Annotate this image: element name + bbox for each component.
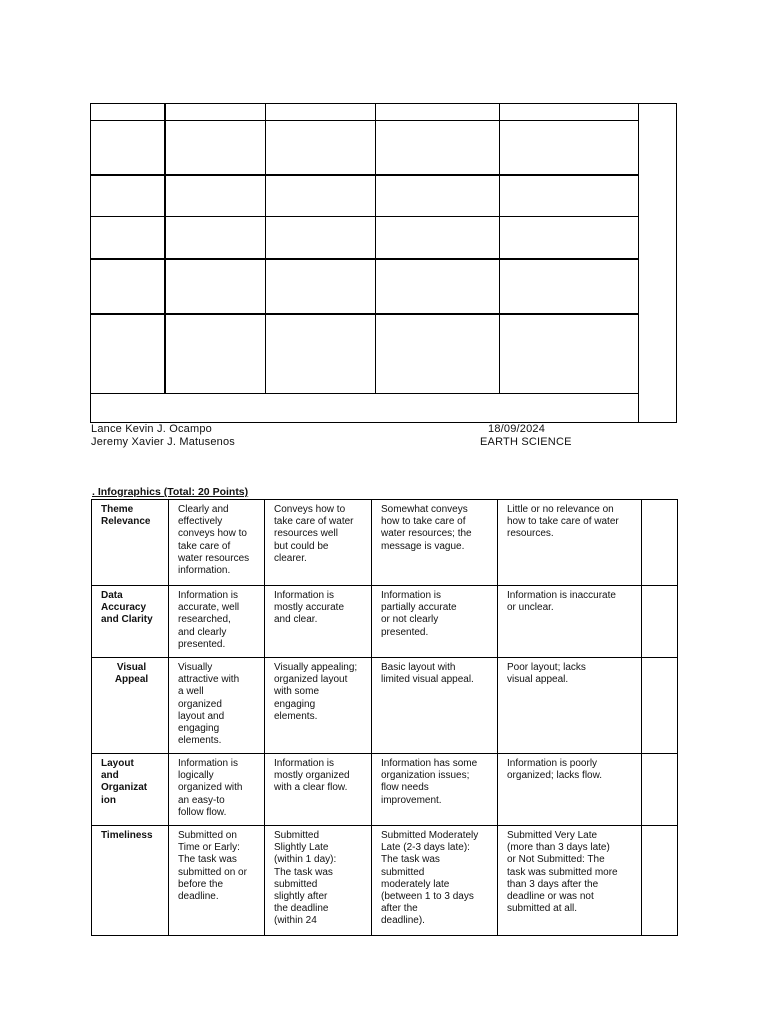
level-cell: Poor layout; lacks visual appeal. [498,658,642,754]
level-cell: Somewhat conveys how to take care of water resources; the message is vague. [372,500,498,586]
level-cell: Information is poorly organized; lacks flow. [498,754,642,826]
level-cell: Information has some organization issues; flow needs improvement. [372,754,498,826]
criterion-cell: Layout and Organizat ion [92,754,169,826]
score-cell [642,586,678,658]
level-cell: Clearly and effectively conveys how to take care of water resources information. [169,500,265,586]
empty-table-col [164,103,166,393]
level-cell: Submitted on Time or Early: The task was submitted on or before the deadline. [169,826,265,936]
rubric-title: . Infographics (Total: 20 Points) [92,486,249,498]
score-cell [642,658,678,754]
score-cell [642,826,678,936]
level-cell: Submitted Very Late (more than 3 days late) or Not Submitted: The task was submitted more than 3 days after the deadline or was not submitted at all. [498,826,642,936]
level-cell: Information is partially accurate or not clearly presented. [372,586,498,658]
level-cell: Little or no relevance on how to take care of water resources. [498,500,642,586]
level-cell: Information is mostly accurate and clear. [265,586,372,658]
empty-table-col [265,103,266,393]
student-name-1: Lance Kevin J. Ocampo [91,423,212,435]
level-cell: Information is inaccurate or unclear. [498,586,642,658]
empty-table-rule [90,216,639,217]
level-cell: Information is mostly organized with a clear flow. [265,754,372,826]
rubric-row-theme [92,500,678,586]
level-cell: Visually appealing; organized layout with some engaging elements. [265,658,372,754]
level-cell: Visually attractive with a well organized layout and engaging elements. [169,658,265,754]
score-cell [642,500,678,586]
rubric-row-timeliness [92,826,678,936]
empty-table-rule [90,313,639,315]
empty-table-col [638,103,639,423]
empty-table-frame [90,103,677,423]
level-cell: Information is logically organized with an easy-to follow flow. [169,754,265,826]
criterion-cell: Timeliness [92,826,169,936]
level-cell: Submitted Slightly Late (within 1 day): The task was submitted slightly after the deadline (within 24 [265,826,372,936]
empty-table-rule [90,393,639,394]
date: 18/09/2024 [488,423,546,435]
criterion-cell: Data Accuracy and Clarity [92,586,169,658]
level-cell: Basic layout with limited visual appeal. [372,658,498,754]
empty-table-rule [90,258,639,260]
student-name-2: Jeremy Xavier J. Matusenos [91,436,235,448]
empty-table-col [375,103,376,393]
rubric-table [91,499,678,936]
level-cell: Conveys how to take care of water resources well but could be clearer. [265,500,372,586]
level-cell: Submitted Moderately Late (2-3 days late): The task was submitted moderately late (between 1 to 3 days after the deadline). [372,826,498,936]
criterion-cell: Visual Appeal [92,658,169,754]
rubric-row-layout [92,754,678,826]
empty-table-col [499,103,500,393]
empty-table-rule [90,174,639,176]
level-cell: Information is accurate, well researched, and clearly presented. [169,586,265,658]
rubric-row-visual-appeal [92,658,678,754]
subject: EARTH SCIENCE [480,436,572,448]
score-cell [642,754,678,826]
criterion-cell: Theme Relevance [92,500,169,586]
rubric-row-data-accuracy [92,586,678,658]
empty-table-rule [90,120,639,121]
